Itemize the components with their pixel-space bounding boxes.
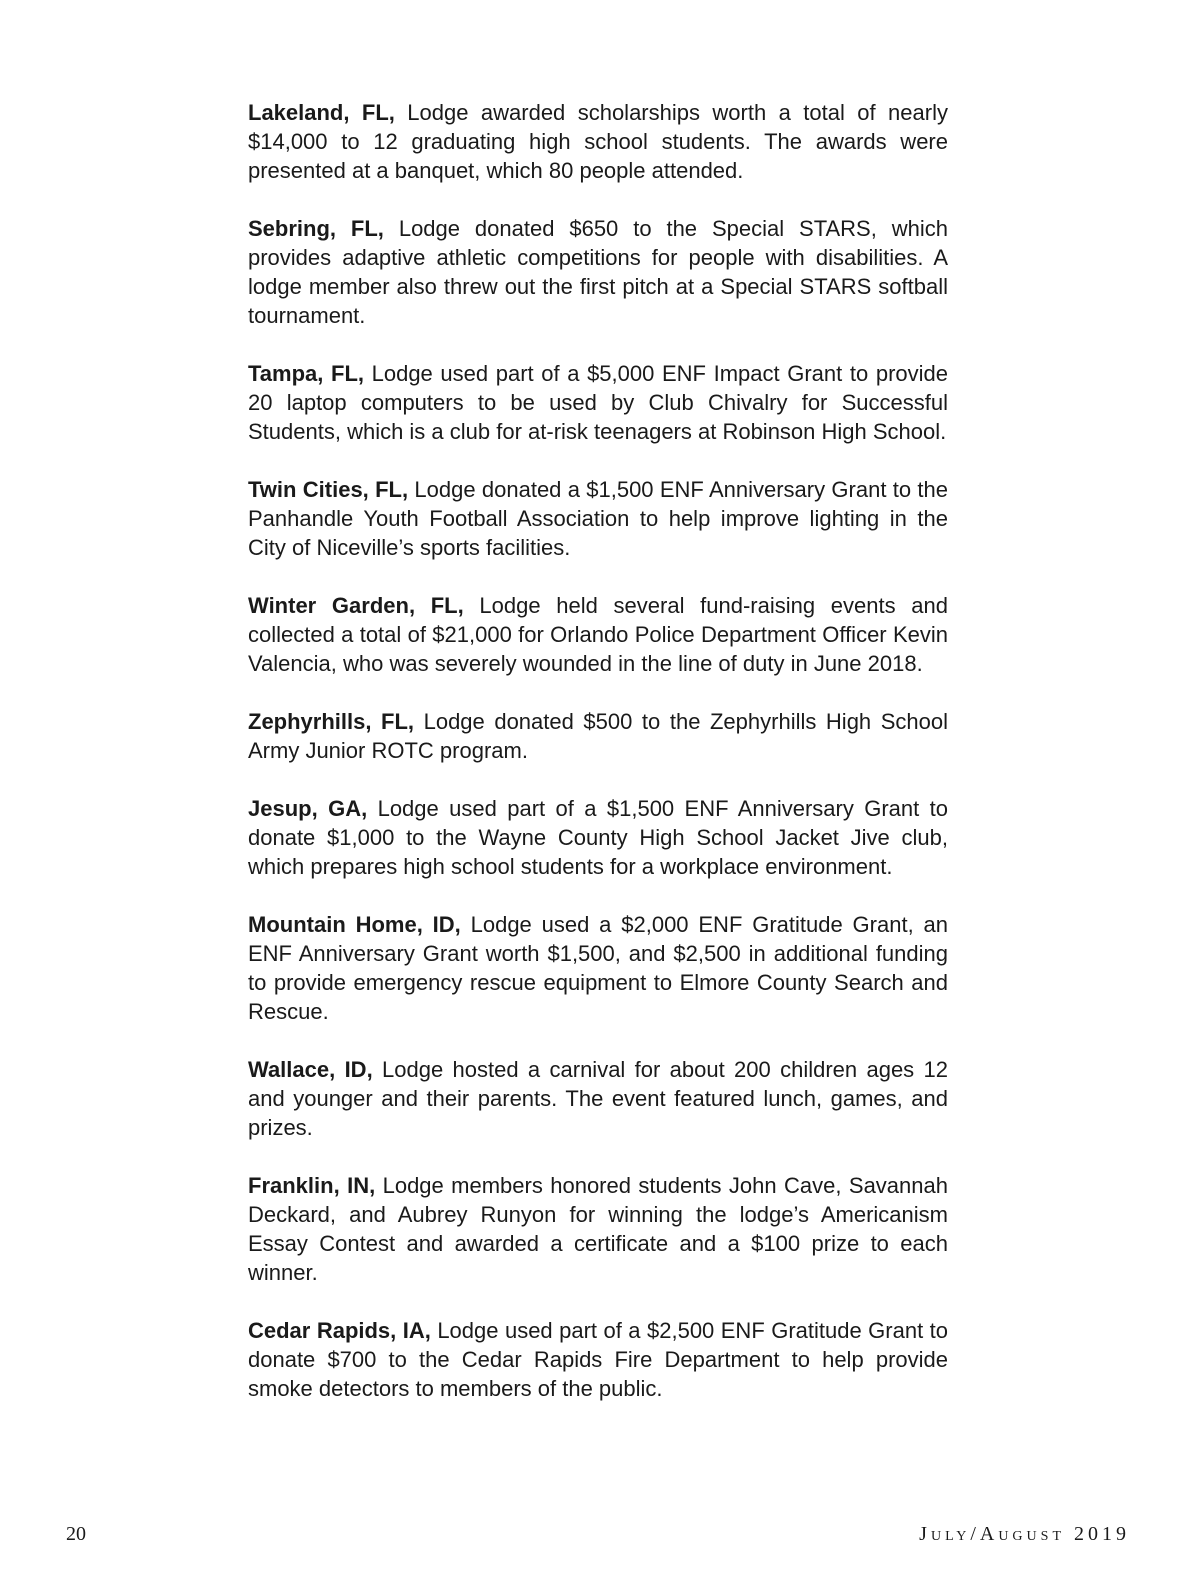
entry-place: Mountain Home, ID,	[248, 912, 461, 937]
entry-text: Lodge hosted a carnival for about 200 children ages 12 and younger and their parents. The event featured lunch, games, and prizes.	[248, 1057, 948, 1140]
entry-place: Sebring, FL,	[248, 216, 384, 241]
entry-place: Winter Garden, FL,	[248, 593, 464, 618]
entry-place: Tampa, FL,	[248, 361, 364, 386]
lodge-entry-sebring	[248, 214, 948, 330]
entry-text: Lodge used part of a $1,500 ENF Anniversary Grant to donate $1,000 to the Wayne County High School Jacket Jive club, which prepares high school students for a workplace environment.	[248, 796, 948, 879]
entry-text: Lodge used part of a $5,000 ENF Impact Grant to provide 20 laptop computers to be used by Club Chivalry for Successful Students, which is a club for at-risk teenagers at Robinson High School.	[248, 361, 948, 444]
lodge-entry-franklin	[248, 1171, 948, 1287]
article-column	[248, 98, 948, 1432]
entry-text: Lodge used part of a $2,500 ENF Gratitude Grant to donate $700 to the Cedar Rapids Fire Department to help provide smoke detectors to members of the public.	[248, 1318, 948, 1401]
lodge-entry-winter-garden	[248, 591, 948, 678]
lodge-entry-lakeland	[248, 98, 948, 185]
issue-date: July/August 2019	[919, 1523, 1130, 1545]
page-number: 20	[66, 1523, 86, 1545]
entry-place: Cedar Rapids, IA,	[248, 1318, 431, 1343]
entry-text: Lodge donated a $1,500 ENF Anniversary Grant to the Panhandle Youth Football Association to help improve lighting in the City of Niceville’s sports facilities.	[248, 477, 948, 560]
entry-place: Twin Cities, FL,	[248, 477, 409, 502]
entry-text: Lodge awarded scholarships worth a total of nearly $14,000 to 12 graduating high school students. The awards were presented at a banquet, which 80 people attended.	[248, 100, 948, 183]
lodge-entry-twin-cities	[248, 475, 948, 562]
entry-text: Lodge members honored students John Cave, Savannah Deckard, and Aubrey Runyon for winning the lodge’s Americanism Essay Contest and awarded a certificate and a $100 prize to each winner.	[248, 1173, 948, 1285]
entry-place: Wallace, ID,	[248, 1057, 373, 1082]
entry-place: Zephyrhills, FL,	[248, 709, 415, 734]
entry-place: Lakeland, FL,	[248, 100, 395, 125]
lodge-entry-mountain-home	[248, 910, 948, 1026]
entry-place: Jesup, GA,	[248, 796, 368, 821]
entry-text: Lodge held several fund-raising events and collected a total of $21,000 for Orlando Police Department Officer Kevin Valencia, who was severely wounded in the line of duty in June 2018.	[248, 593, 948, 676]
lodge-entry-zephyrhills	[248, 707, 948, 765]
entry-text: Lodge donated $500 to the Zephyrhills High School Army Junior ROTC program.	[248, 709, 948, 763]
entry-place: Franklin, IN,	[248, 1173, 376, 1198]
entry-text: Lodge used a $2,000 ENF Gratitude Grant, an ENF Anniversary Grant worth $1,500, and $2,500 in additional funding to provide emergency rescue equipment to Elmore County Search and Rescue.	[248, 912, 948, 1024]
lodge-entry-wallace	[248, 1055, 948, 1142]
lodge-entry-jesup	[248, 794, 948, 881]
entry-text: Lodge donated $650 to the Special STARS, which provides adaptive athletic competitions for people with disabilities. A lodge member also threw out the first pitch at a Special STARS softball tournament.	[248, 216, 948, 328]
lodge-entry-tampa	[248, 359, 948, 446]
lodge-entry-cedar-rapids	[248, 1316, 948, 1403]
